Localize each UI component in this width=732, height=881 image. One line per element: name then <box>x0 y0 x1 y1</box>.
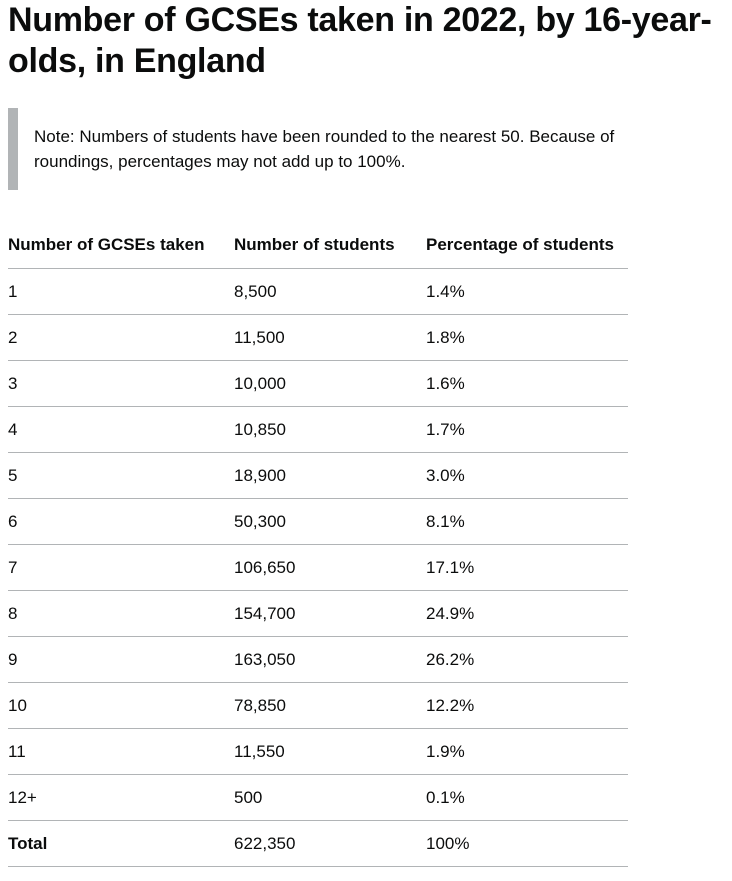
table-row <box>8 775 628 821</box>
table-header-row <box>8 222 628 269</box>
table-row <box>8 591 628 637</box>
cell-percentage-of-students: 12.2% <box>426 683 628 729</box>
table-row <box>8 407 628 453</box>
table-row <box>8 729 628 775</box>
cell-number-of-students: 78,850 <box>234 683 426 729</box>
cell-gcses-taken: 8 <box>8 591 234 637</box>
table-row <box>8 269 628 315</box>
table-row <box>8 499 628 545</box>
cell-percentage-of-students: 1.7% <box>426 407 628 453</box>
cell-percentage-of-students: 1.9% <box>426 729 628 775</box>
cell-number-of-students: 8,500 <box>234 269 426 315</box>
table-row <box>8 637 628 683</box>
cell-percentage-of-students: 8.1% <box>426 499 628 545</box>
cell-gcses-taken: 7 <box>8 545 234 591</box>
cell-number-of-students: 10,000 <box>234 361 426 407</box>
table-total-row <box>8 821 628 867</box>
gcse-table <box>8 222 628 867</box>
table-row <box>8 683 628 729</box>
inset-note <box>8 108 688 190</box>
cell-gcses-taken: 10 <box>8 683 234 729</box>
cell-number-of-students: 11,500 <box>234 315 426 361</box>
column-header-number-of-students: Number of students <box>234 222 426 269</box>
cell-gcses-taken: 12+ <box>8 775 234 821</box>
column-header-gcses-taken: Number of GCSEs taken <box>8 222 234 269</box>
cell-gcses-taken: 2 <box>8 315 234 361</box>
cell-gcses-taken: 6 <box>8 499 234 545</box>
table-row <box>8 545 628 591</box>
cell-number-of-students: 11,550 <box>234 729 426 775</box>
cell-number-of-students: 154,700 <box>234 591 426 637</box>
cell-percentage-of-students: 1.8% <box>426 315 628 361</box>
cell-gcses-taken: 11 <box>8 729 234 775</box>
cell-gcses-taken: 3 <box>8 361 234 407</box>
cell-percentage-of-students: 1.6% <box>426 361 628 407</box>
cell-gcses-taken: 9 <box>8 637 234 683</box>
cell-percentage-of-students: 26.2% <box>426 637 628 683</box>
cell-percentage-of-students: 1.4% <box>426 269 628 315</box>
cell-percentage-of-students: 3.0% <box>426 453 628 499</box>
cell-number-of-students: 163,050 <box>234 637 426 683</box>
page-title: Number of GCSEs taken in 2022, by 16-year-olds, in England <box>8 1 712 80</box>
table-row <box>8 315 628 361</box>
cell-percentage-of-students: 17.1% <box>426 545 628 591</box>
cell-total-label: Total <box>8 821 234 867</box>
table-row <box>8 361 628 407</box>
cell-gcses-taken: 5 <box>8 453 234 499</box>
table-row <box>8 453 628 499</box>
cell-number-of-students: 106,650 <box>234 545 426 591</box>
column-header-percentage-of-students: Percentage of students <box>426 222 628 269</box>
cell-gcses-taken: 4 <box>8 407 234 453</box>
cell-number-of-students: 50,300 <box>234 499 426 545</box>
cell-percentage-of-students: 0.1% <box>426 775 628 821</box>
cell-number-of-students: 18,900 <box>234 453 426 499</box>
cell-number-of-students: 10,850 <box>234 407 426 453</box>
note-text: Note: Numbers of students have been rounded to the nearest 50. Because of roundings, percentages may not add up to 100%. <box>34 127 615 171</box>
cell-total-percentage: 100% <box>426 821 628 867</box>
cell-number-of-students: 500 <box>234 775 426 821</box>
cell-percentage-of-students: 24.9% <box>426 591 628 637</box>
cell-gcses-taken: 1 <box>8 269 234 315</box>
cell-total-students: 622,350 <box>234 821 426 867</box>
